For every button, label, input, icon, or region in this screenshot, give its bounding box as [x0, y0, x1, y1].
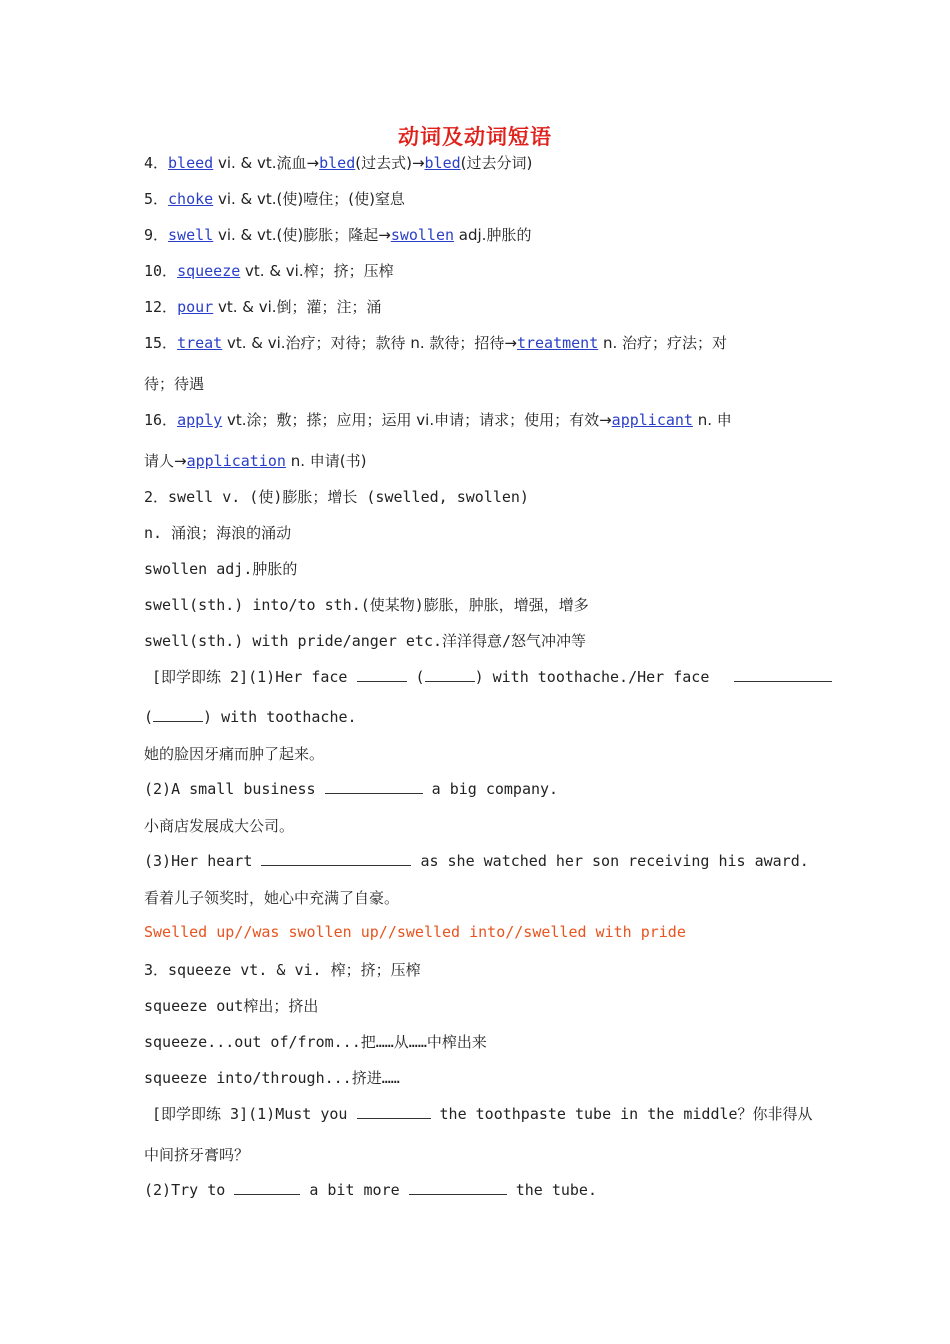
exercise-2-q1: [即学即练 2](1)Her face ( ) with toothache./Her face: [152, 666, 807, 687]
definition: vt. & vi.治疗；对待；款待 n. 款待；招待→: [222, 334, 517, 352]
exercise-3-q2: [144, 1180, 809, 1199]
definition: vt.涂；敷；搽；应用；运用 vi.申请；请求；使用；有效→: [222, 411, 612, 429]
exercise-2-q3-translation: 看着儿子领奖时，她心中充满了自豪。: [144, 889, 400, 907]
item-number: 5．: [144, 190, 169, 208]
item-number: 10．: [144, 262, 178, 280]
exercise-3-q1: [152, 1103, 813, 1124]
squeeze-phrase-2: squeeze...out of/from...把……从……中榨出来: [144, 1033, 487, 1051]
exercise-text: as she watched her son receiving his award.: [420, 852, 809, 870]
answer-blank[interactable]: [357, 1104, 431, 1119]
vocab-link-swell[interactable]: swell: [168, 226, 214, 244]
squeeze-phrase-1: squeeze out榨出；挤出: [144, 997, 319, 1015]
vocab-link-treat[interactable]: treat: [177, 334, 223, 352]
answer-blank[interactable]: [357, 667, 407, 682]
vocab-line-treat-cont: 待；待遇: [144, 375, 205, 393]
definition: vi. & vt.(使)噎住；(使)窒息: [213, 190, 405, 208]
definition: n. 治疗；疗法；对: [598, 334, 728, 352]
definition: vt. & vi.倒；灌；注；涌: [213, 298, 382, 316]
vocab-link-choke[interactable]: choke: [168, 190, 214, 208]
vocab-line-squeeze: [144, 260, 809, 281]
item-number: 15．: [144, 334, 178, 352]
exercise-text: a bit more: [309, 1181, 400, 1199]
vocab-link-application[interactable]: application: [186, 452, 286, 470]
swell-phrase-1: swell(sth.) into/to sth.(使某物)膨胀，肿胀，增强，增多: [144, 596, 589, 614]
swell-noun: n. 涌浪；海浪的涌动: [144, 524, 292, 542]
vocab-line-treat: [144, 332, 809, 353]
exercise-text: (2)A small business: [144, 780, 316, 798]
answer-blank[interactable]: [425, 667, 475, 682]
definition: vt. & vi.榨；挤；压榨: [240, 262, 394, 280]
vocab-link-squeeze[interactable]: squeeze: [177, 262, 241, 280]
vocab-link-apply[interactable]: apply: [177, 411, 223, 429]
item-number: 16．: [144, 411, 178, 429]
answer-blank[interactable]: [325, 779, 423, 794]
exercise-2-q3: [144, 851, 809, 870]
answer-blank[interactable]: [734, 667, 832, 682]
definition: n. 申: [692, 411, 732, 429]
swell-adj: swollen adj.肿胀的: [144, 560, 298, 578]
definition: (过去式)→: [355, 154, 425, 172]
exercise-text: [即学即练 2](1)Her face: [152, 668, 348, 686]
answer-blank[interactable]: [261, 851, 411, 866]
vocab-link-bled-pp[interactable]: bled: [424, 154, 461, 172]
definition: n. 申请(书): [285, 452, 367, 470]
vocab-line-choke: [144, 188, 809, 209]
vocab-link-treatment[interactable]: treatment: [516, 334, 599, 352]
item-number: 9．: [144, 226, 169, 244]
definition: vi. & vt.流血→: [213, 154, 320, 172]
exercise-text: [即学即练 3](1)Must you: [152, 1105, 348, 1123]
vocab-link-applicant[interactable]: applicant: [611, 411, 693, 429]
answer-blank[interactable]: [234, 1180, 300, 1195]
exercise-text: the tube.: [515, 1181, 597, 1199]
item-number: 12．: [144, 298, 178, 316]
exercise-text: with toothache./Her face: [492, 668, 710, 686]
vocab-line-pour: [144, 296, 809, 317]
exercise-text: (2)Try to: [144, 1181, 226, 1199]
exercise-text: the toothpaste tube in the middle？你非得从: [439, 1105, 813, 1123]
vocab-line-bleed: [144, 152, 809, 173]
vocab-line-swell: [144, 224, 809, 245]
exercise-2-answer: Swelled up//was swollen up//swelled into//swelled with pride: [144, 923, 686, 941]
item-number: 4．: [144, 154, 169, 172]
squeeze-phrase-3: squeeze into/through...挤进……: [144, 1069, 400, 1087]
exercise-3-q1-cont: 中间挤牙膏吗？: [144, 1146, 250, 1164]
exercise-text: a big company.: [431, 780, 559, 798]
vocab-link-bled-past[interactable]: bled: [319, 154, 356, 172]
vocab-link-pour[interactable]: pour: [177, 298, 214, 316]
exercise-2-q1-translation: 她的脸因牙痛而肿了起来。: [144, 745, 325, 763]
vocab-link-bleed[interactable]: bleed: [168, 154, 214, 172]
vocab-line-apply: [144, 409, 809, 430]
page-title: 动词及动词短语: [398, 124, 552, 149]
definition: (过去分词): [460, 154, 533, 172]
vocab-line-apply-cont: [144, 450, 809, 471]
vocab-link-swollen[interactable]: swollen: [390, 226, 455, 244]
definition: 请人→: [144, 452, 187, 470]
definition: vi. & vt.(使)膨胀；隆起→: [213, 226, 391, 244]
definition: adj.肿胀的: [454, 226, 532, 244]
exercise-2-q2-translation: 小商店发展成大公司。: [144, 817, 295, 835]
swell-heading: 2．swell v. (使)膨胀；增长 (swelled, swollen): [144, 488, 529, 506]
exercise-text: with toothache.: [221, 708, 357, 726]
answer-blank[interactable]: [409, 1180, 507, 1195]
swell-phrase-2: swell(sth.) with pride/anger etc.洋洋得意/怒气冲冲等: [144, 632, 587, 650]
exercise-text: (3)Her heart: [144, 852, 253, 870]
squeeze-heading: 3．squeeze vt. & vi. 榨；挤；压榨: [144, 961, 421, 979]
exercise-2-q2: [144, 779, 809, 798]
exercise-2-q1-cont: ( ) with toothache.: [144, 708, 357, 726]
answer-blank[interactable]: [153, 707, 203, 722]
